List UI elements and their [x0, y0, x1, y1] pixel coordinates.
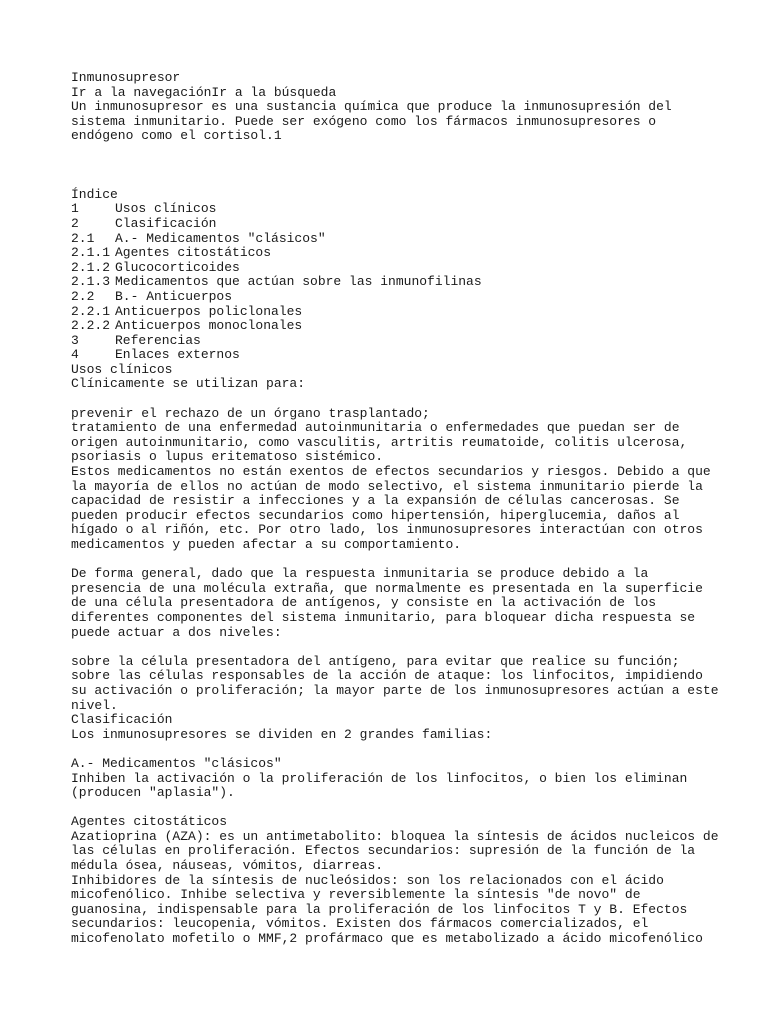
paragraph-line: Inhiben la activación o la proliferación de los linfocitos, o bien los eliminan — [71, 770, 688, 786]
toc-label[interactable]: Agentes citostáticos — [115, 245, 272, 261]
toc-item[interactable] — [71, 261, 711, 276]
paragraph-line: Estos medicamentos no están exentos de efectos secundarios y riesgos. Debido a que — [71, 464, 711, 480]
toc-item[interactable] — [71, 217, 711, 232]
list-item: nivel. — [71, 697, 118, 713]
nav-links[interactable]: Ir a la navegaciónIr a la búsqueda — [71, 84, 337, 100]
toc-item[interactable] — [71, 334, 711, 349]
paragraph-line: la mayoría de ellos no actúan de modo selectivo, el sistema inmunitario pierde la — [71, 478, 703, 494]
intro-line: endógeno como el cortisol.1 — [71, 128, 282, 144]
toc-item[interactable] — [71, 319, 711, 334]
toc-item[interactable] — [71, 275, 711, 290]
paragraph-line: micofenólico. Inhibe selectiva y reversiblemente la síntesis "de novo" de — [71, 887, 641, 903]
paragraph-line: (producen "aplasia"). — [71, 785, 235, 801]
list-item: origen autoinmunitario, como vasculitis, artritis reumatoide, colitis ulcerosa, — [71, 434, 688, 450]
paragraph-line: Inhibidores de la síntesis de nucleósidos: son los relacionados con el ácido — [71, 872, 664, 888]
toc-number: 2.1.1 — [71, 245, 111, 261]
toc-label[interactable]: B.- Anticuerpos — [115, 288, 233, 304]
paragraph-line: de una célula presentadora de antígenos, y consiste en la activación de los — [71, 595, 657, 611]
paragraph-line: diferentes componentes del sistema inmunitario, para bloquear dicha respuesta se — [71, 609, 696, 625]
paragraph-line: Clínicamente se utilizan para: — [71, 376, 306, 392]
toc-number: 2 — [71, 215, 79, 231]
toc-item[interactable] — [71, 202, 711, 217]
toc-label[interactable]: Glucocorticoides — [115, 259, 240, 275]
section-heading-clasificacion: Clasificación — [71, 712, 173, 728]
toc-label[interactable]: Anticuerpos monoclonales — [115, 318, 303, 334]
list-item: psoriasis o lupus eritematoso sistémico. — [71, 449, 384, 465]
list-item: sobre la célula presentadora del antígeno, para evitar que realice su función; — [71, 653, 680, 669]
toc-number: 2.1.3 — [71, 274, 111, 290]
paragraph-line: presencia de una molécula extraña, que normalmente es presentada en la superficie — [71, 580, 703, 596]
toc-item[interactable] — [71, 232, 711, 247]
toc-label[interactable]: A.- Medicamentos "clásicos" — [115, 230, 326, 246]
list-item: tratamiento de una enfermedad autoinmunitaria o enfermedades que puedan ser de — [71, 420, 680, 436]
table-of-contents — [71, 202, 711, 363]
paragraph-line: las células en proliferación. Efectos secundarios: supresión de la función de la — [71, 843, 696, 859]
paragraph-line: Los inmunosupresores se dividen en 2 grandes familias: — [71, 726, 493, 742]
toc-heading: Índice — [71, 186, 118, 202]
toc-number: 3 — [71, 332, 79, 348]
toc-item[interactable] — [71, 246, 711, 261]
paragraph-line: hígado o al riñón, etc. Por otro lado, los inmunosupresores interactúan con otros — [71, 522, 703, 538]
paragraph-line: Azatioprina (AZA): es un antimetabolito: bloquea la síntesis de ácidos nucleicos de — [71, 828, 719, 844]
toc-label[interactable]: Referencias — [115, 332, 201, 348]
toc-label[interactable]: Medicamentos que actúan sobre las inmunofilinas — [115, 274, 482, 290]
toc-item[interactable] — [71, 348, 711, 363]
toc-item[interactable] — [71, 305, 711, 320]
toc-label[interactable]: Clasificación — [115, 215, 217, 231]
paragraph-line: médula ósea, náuseas, vómitos, diarreas. — [71, 858, 384, 874]
paragraph-line: medicamentos y pueden afectar a su comportamiento. — [71, 537, 462, 552]
paragraph-line: De forma general, dado que la respuesta inmunitaria se produce debido a la — [71, 566, 649, 582]
toc-number: 1 — [71, 201, 79, 217]
toc-item[interactable] — [71, 290, 711, 305]
toc-number: 2.1 — [71, 230, 95, 246]
paragraph-line: pueden producir efectos secundarios como hipertensión, hiperglucemia, daños al — [71, 507, 680, 523]
paragraph-line: secundarios: leucopenia, vómitos. Existen dos fármacos comercializados, el — [71, 916, 649, 932]
toc-number: 2.2.2 — [71, 318, 111, 334]
list-item: prevenir el rechazo de un órgano trasplantado; — [71, 405, 430, 421]
list-item: su activación o proliferación; la mayor parte de los inmunosupresores actúan a este — [71, 682, 719, 698]
intro-line: sistema inmunitario. Puede ser exógeno como los fármacos inmunosupresores o — [71, 113, 657, 129]
page-title: Inmunosupresor — [71, 70, 181, 85]
toc-label[interactable]: Anticuerpos policlonales — [115, 303, 303, 319]
list-item: sobre las células responsables de la acción de ataque: los linfocitos, impidiendo — [71, 668, 703, 684]
toc-number: 2.1.2 — [71, 259, 111, 275]
toc-label[interactable]: Enlaces externos — [115, 347, 240, 363]
toc-label[interactable]: Usos clínicos — [115, 201, 217, 217]
intro-line: Un inmunosupresor es una sustancia química que produce la inmunosupresión del — [71, 99, 672, 115]
paragraph-line: guanosina, indispensable para la proliferación de los linfocitos T y B. Efectos — [71, 901, 688, 917]
paragraph-line: micofenolato mofetilo o MMF,2 profármaco que es metabolizado a ácido micofenólico — [71, 931, 703, 947]
subsection-heading: A.- Medicamentos "clásicos" — [71, 755, 282, 771]
paragraph-line: puede actuar a dos niveles: — [71, 624, 282, 640]
toc-number: 2.2 — [71, 288, 95, 304]
paragraph-line: capacidad de resistir a infecciones y a la expansión de células cancerosas. Se — [71, 493, 680, 509]
subsection-heading: Agentes citostáticos — [71, 814, 228, 830]
section-heading-usos: Usos clínicos — [71, 361, 173, 377]
toc-number: 4 — [71, 347, 79, 363]
toc-number: 2.2.1 — [71, 303, 111, 319]
document-page — [71, 70, 719, 947]
